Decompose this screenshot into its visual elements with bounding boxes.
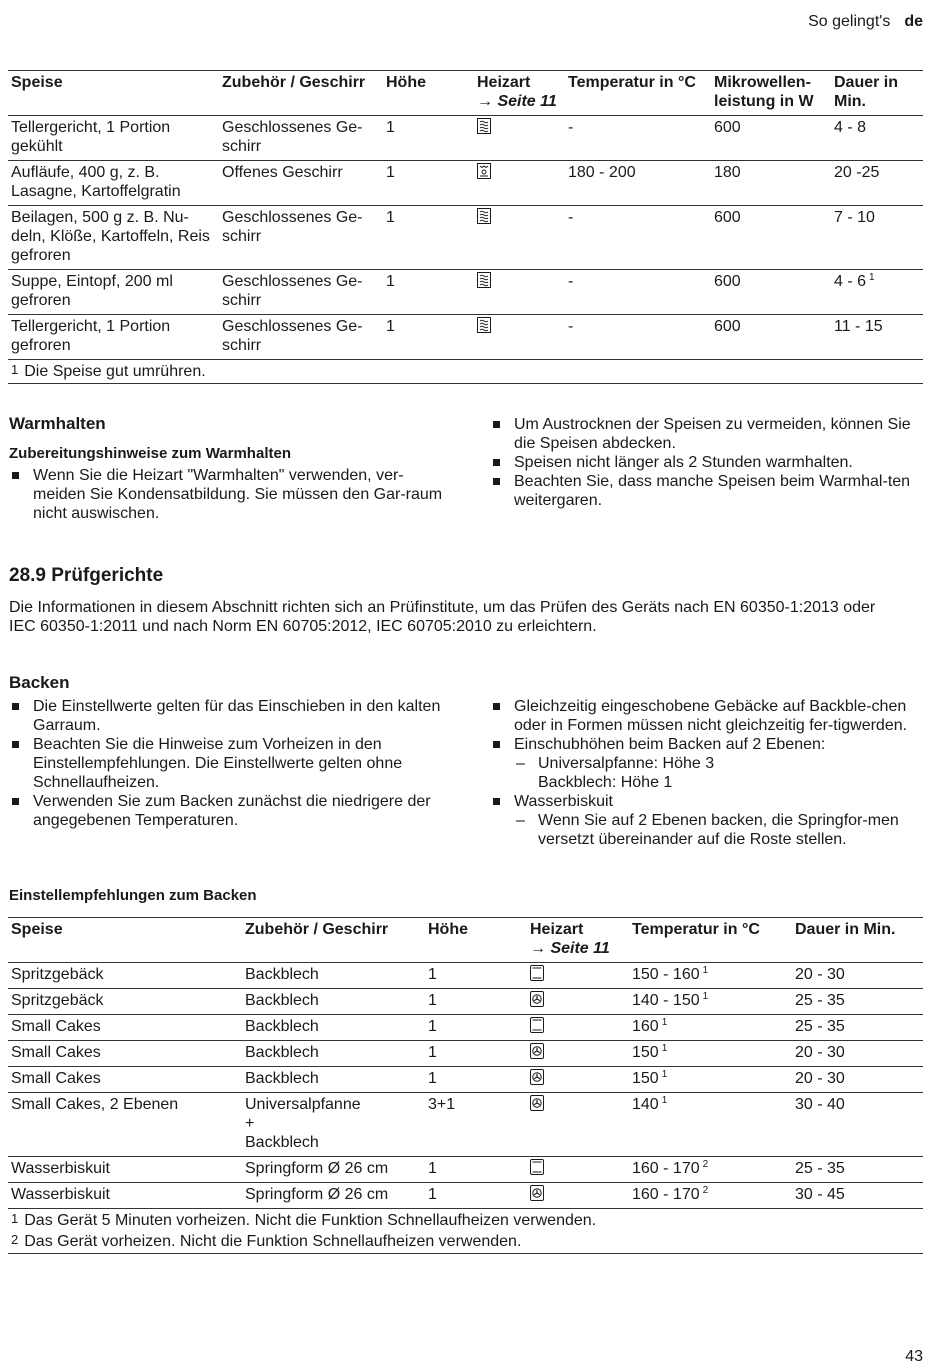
cell-zubehoer: Backblech xyxy=(245,1070,319,1087)
cell-zubehoer: Backblech xyxy=(245,1044,319,1061)
cell-zubehoer: Backblech xyxy=(245,966,319,983)
temp-value: 160 xyxy=(632,1018,659,1035)
col-header-zubehoer: Zubehör / Geschirr xyxy=(245,921,389,938)
cell-temp xyxy=(629,1041,792,1067)
cell-dauer: 25 - 35 xyxy=(795,1018,845,1035)
baking-table xyxy=(8,917,923,1254)
table-row xyxy=(8,963,923,989)
table-row xyxy=(8,1093,923,1157)
backen-list-left xyxy=(9,697,449,830)
cell-heizart xyxy=(474,270,565,315)
table-header-row xyxy=(8,71,923,116)
footnote-text: Die Speise gut umrühren. xyxy=(24,363,206,380)
footnote-ref: 1 xyxy=(661,1017,668,1028)
dauer-value: 20 -25 xyxy=(834,164,880,181)
cell-hoehe: 1 xyxy=(428,1186,437,1203)
list-item: Einschubhöhen beim Backen auf 2 Ebenen: – Universalpfanne: Höhe 3 Backblech: Höhe 1 xyxy=(490,735,915,792)
cell-zubehoer: Offenes Geschirr xyxy=(222,164,343,181)
table-row xyxy=(8,1067,923,1093)
microwave-icon xyxy=(477,318,491,335)
footnote-ref: 1 xyxy=(702,965,709,976)
hot-air-icon xyxy=(530,1186,544,1203)
cell-temp xyxy=(629,989,792,1015)
footnote-number: 1 xyxy=(11,1211,19,1226)
cell-mw: 600 xyxy=(714,119,741,136)
cell-speise: Wasserbiskuit xyxy=(11,1160,110,1177)
table-row xyxy=(8,206,923,270)
cell-heizart xyxy=(474,206,565,270)
table-row xyxy=(8,1041,923,1067)
col-header-hoehe: Höhe xyxy=(386,74,426,91)
microwave-icon xyxy=(477,273,491,290)
col-header-dauer: Dauer in Min. xyxy=(795,921,896,938)
footnote-text: Das Gerät vorheizen. Nicht die Funktion Schnellaufheizen verwenden. xyxy=(24,1233,522,1250)
temp-value: 140 xyxy=(632,1096,659,1113)
page-number: 43 xyxy=(905,1348,923,1365)
warmhalten-list-right xyxy=(490,415,930,510)
cell-speise: Suppe, Eintopf, 200 ml gefroren xyxy=(11,273,173,309)
list-item: Wenn Sie die Heizart "Warmhalten" verwenden, ver-meiden Sie Kondensatbildung. Sie müssen den Gar-raum nicht auswischen. xyxy=(9,466,449,523)
cell-hoehe: 1 xyxy=(386,164,395,181)
cell-speise: Tellergericht, 1 Portion gefroren xyxy=(11,318,171,354)
cell-hoehe: 1 xyxy=(386,318,395,335)
col-header-hoehe: Höhe xyxy=(428,921,468,938)
table-footnote-row xyxy=(8,360,923,384)
cell-hoehe: 3+1 xyxy=(428,1096,456,1113)
sub-list-item: – Universalpfanne: Höhe 3 Backblech: Höhe 1 xyxy=(514,754,915,792)
table-footnote-row xyxy=(8,1209,923,1254)
cell-temp: - xyxy=(568,273,574,290)
cell-dauer xyxy=(831,206,923,270)
col-header-heizart xyxy=(527,918,629,963)
temp-value: 150 xyxy=(632,1044,659,1061)
cell-speise: Tellergericht, 1 Portion gekühlt xyxy=(11,119,171,155)
footnote-line xyxy=(11,1230,920,1251)
footnote-number: 1 xyxy=(11,362,19,377)
list-item: Die Einstellwerte gelten für das Einschieben in den kalten Garraum. xyxy=(9,697,449,735)
header-lang: de xyxy=(904,13,923,30)
section-title-warmhalten: Warmhalten xyxy=(9,414,106,433)
cell-dauer: 20 - 30 xyxy=(795,1044,845,1061)
table-row xyxy=(8,270,923,315)
heizart-label: Heizart xyxy=(477,74,531,91)
cell-speise: Small Cakes, 2 Ebenen xyxy=(11,1096,179,1113)
cell-dauer: 30 - 45 xyxy=(795,1186,845,1203)
cell-hoehe: 1 xyxy=(428,1160,437,1177)
cell-dauer: 25 - 35 xyxy=(795,1160,845,1177)
cell-dauer xyxy=(831,270,923,315)
cell-heizart xyxy=(474,315,565,360)
cell-speise: Small Cakes xyxy=(11,1070,101,1087)
cell-hoehe: 1 xyxy=(428,966,437,983)
list-item: Gleichzeitig eingeschobene Gebäcke auf Backble-chen oder in Formen müssen nicht gleichzeitig fer-tigwerden. xyxy=(490,697,915,735)
cell-heizart xyxy=(527,989,629,1015)
cell-zubehoer: Backblech xyxy=(245,1018,319,1035)
col-header-zubehoer: Zubehör / Geschirr xyxy=(222,74,366,91)
cell-speise: Aufläufe, 400 g, z. B. Lasagne, Kartoffelgratin xyxy=(11,164,181,200)
list-item: Wasserbiskuit – Wenn Sie auf 2 Ebenen backen, die Springfor-men versetzt übereinander auf die Roste stellen. xyxy=(490,792,915,849)
cell-heizart xyxy=(527,1183,629,1209)
col-header-temp: Temperatur in °C xyxy=(632,921,760,938)
cell-mw: 600 xyxy=(714,209,741,226)
cell-zubehoer: Springform Ø 26 cm xyxy=(245,1160,389,1177)
table-header-row xyxy=(8,918,923,963)
cell-hoehe: 1 xyxy=(386,273,395,290)
footnote-ref: 1 xyxy=(661,1043,668,1054)
list-item: Verwenden Sie zum Backen zunächst die niedrigere der angegebenen Temperaturen. xyxy=(9,792,449,830)
cell-heizart xyxy=(474,161,565,206)
temp-value: 150 - 160 xyxy=(632,966,700,983)
warmhalten-list-left xyxy=(9,466,449,523)
cell-temp: - xyxy=(568,318,574,335)
cell-zubehoer: Universalpfanne + Backblech xyxy=(245,1096,361,1151)
table-row xyxy=(8,1183,923,1209)
sub-list xyxy=(514,811,915,849)
footnote-ref: 1 xyxy=(869,272,875,283)
cell-mw: 600 xyxy=(714,273,741,290)
list-item: Beachten Sie die Hinweise zum Vorheizen in den Einstellempfehlungen. Die Einstellwerte gelten ohne Schnellaufheizen. xyxy=(9,735,449,792)
cell-temp xyxy=(629,963,792,989)
cell-hoehe: 1 xyxy=(428,1070,437,1087)
hot-air-icon xyxy=(530,992,544,1009)
heizart-label: Heizart xyxy=(530,921,584,938)
cell-temp xyxy=(629,1183,792,1209)
table-row xyxy=(8,1157,923,1183)
cell-heizart xyxy=(527,1093,629,1157)
cell-dauer: 20 - 30 xyxy=(795,1070,845,1087)
top-bottom-heat-icon xyxy=(530,966,544,983)
cell-temp: 180 - 200 xyxy=(568,164,636,181)
list-item: Speisen nicht länger als 2 Stunden warmhalten. xyxy=(490,453,930,472)
dauer-value: 11 - 15 xyxy=(834,318,883,335)
cell-dauer: 30 - 40 xyxy=(795,1096,845,1113)
cell-temp xyxy=(629,1015,792,1041)
table-title-backen: Einstellempfehlungen zum Backen xyxy=(9,887,257,904)
backen-list-right xyxy=(490,697,915,849)
cell-dauer xyxy=(831,315,923,360)
col-header-heizart xyxy=(474,71,565,116)
cell-temp xyxy=(629,1157,792,1183)
cell-dauer: 25 - 35 xyxy=(795,992,845,1009)
dauer-value: 7 - 10 xyxy=(834,209,875,226)
cell-dauer xyxy=(831,161,923,206)
cell-speise: Spritzgebäck xyxy=(11,992,104,1009)
list-item: Um Austrocknen der Speisen zu vermeiden, können Sie die Speisen abdecken. xyxy=(490,415,930,453)
hot-air-icon xyxy=(530,1096,544,1113)
footnote-ref: 1 xyxy=(661,1069,668,1080)
col-header-mw: Mikrowellen-leistung in W xyxy=(714,74,814,110)
top-bottom-heat-icon xyxy=(530,1160,544,1177)
subsection-title-warmhalten: Zubereitungshinweise zum Warmhalten xyxy=(9,445,291,462)
footnote-ref: 2 xyxy=(702,1159,709,1170)
cell-zubehoer: Springform Ø 26 cm xyxy=(245,1186,389,1203)
page-ref-link[interactable]: → Seite 11 xyxy=(530,940,610,957)
cell-speise: Spritzgebäck xyxy=(11,966,104,983)
cell-speise: Small Cakes xyxy=(11,1044,101,1061)
hot-air-icon xyxy=(530,1070,544,1087)
footnote-line xyxy=(11,1209,920,1230)
cell-temp: - xyxy=(568,119,574,136)
cell-zubehoer: Geschlossenes Ge-schirr xyxy=(222,318,363,354)
cell-heizart xyxy=(527,1157,629,1183)
cell-dauer xyxy=(831,116,923,161)
cell-hoehe: 1 xyxy=(428,992,437,1009)
cell-speise: Small Cakes xyxy=(11,1018,101,1035)
table-row xyxy=(8,315,923,360)
cell-mw: 180 xyxy=(714,164,741,181)
hot-air-icon xyxy=(530,1044,544,1061)
cell-temp xyxy=(629,1093,792,1157)
list-item: Beachten Sie, dass manche Speisen beim Warmhal-ten weitergaren. xyxy=(490,472,930,510)
col-header-speise: Speise xyxy=(11,74,63,91)
sub-list xyxy=(514,754,915,792)
dauer-value: 4 - 8 xyxy=(834,119,867,136)
section-title-backen: Backen xyxy=(9,673,70,692)
temp-value: 160 - 170 xyxy=(632,1160,700,1177)
microwave-icon xyxy=(477,209,491,226)
cell-temp xyxy=(629,1067,792,1093)
col-header-dauer: Dauer in Min. xyxy=(834,74,899,110)
temp-value: 160 - 170 xyxy=(632,1186,700,1203)
header-title: So gelingt's xyxy=(808,13,891,30)
microwave-icon xyxy=(477,119,491,136)
cell-hoehe: 1 xyxy=(428,1044,437,1061)
cell-heizart xyxy=(474,116,565,161)
combi-grill-icon xyxy=(477,164,491,181)
cell-zubehoer: Geschlossenes Ge-schirr xyxy=(222,209,363,245)
footnote-ref: 1 xyxy=(702,991,709,1002)
cell-speise: Beilagen, 500 g z. B. Nu-deln, Klöße, Kartoffeln, Reis gefroren xyxy=(11,209,210,264)
temp-value: 140 - 150 xyxy=(632,992,700,1009)
footnote-ref: 1 xyxy=(661,1095,668,1106)
intro-paragraph: Die Informationen in diesem Abschnitt richten sich an Prüfinstitute, um das Prüfen des Geräts nach EN 60350-1:2013 oder IEC 60350-1:2011 und nach Norm EN 60705:2012, IEC 60705:2010 zu erleichtern. xyxy=(9,599,876,635)
temp-value: 150 xyxy=(632,1070,659,1087)
cell-hoehe: 1 xyxy=(386,119,395,136)
chapter-title: 28.9 Prüfgerichte xyxy=(9,565,164,586)
running-header xyxy=(808,12,923,31)
table-row xyxy=(8,989,923,1015)
cell-zubehoer: Backblech xyxy=(245,992,319,1009)
cell-zubehoer: Geschlossenes Ge-schirr xyxy=(222,273,363,309)
table-row xyxy=(8,161,923,206)
footnote-ref: 2 xyxy=(702,1185,709,1196)
cell-temp: - xyxy=(568,209,574,226)
cell-zubehoer: Geschlossenes Ge-schirr xyxy=(222,119,363,155)
col-header-speise: Speise xyxy=(11,921,63,938)
sub-list-item: – Wenn Sie auf 2 Ebenen backen, die Springfor-men versetzt übereinander auf die Roste stellen. xyxy=(514,811,915,849)
cell-heizart xyxy=(527,1015,629,1041)
top-bottom-heat-icon xyxy=(530,1018,544,1035)
table-row xyxy=(8,1015,923,1041)
cell-speise: Wasserbiskuit xyxy=(11,1186,110,1203)
page-ref-link[interactable]: → Seite 11 xyxy=(477,93,557,110)
cell-mw: 600 xyxy=(714,318,741,335)
cell-heizart xyxy=(527,1041,629,1067)
cell-hoehe: 1 xyxy=(386,209,395,226)
cell-hoehe: 1 xyxy=(428,1018,437,1035)
footnote-number: 2 xyxy=(11,1232,19,1247)
reheat-table xyxy=(8,70,923,384)
cell-dauer: 20 - 30 xyxy=(795,966,845,983)
col-header-temp: Temperatur in °C xyxy=(568,74,696,91)
dauer-value: 4 - 6 xyxy=(834,273,867,290)
cell-heizart xyxy=(527,963,629,989)
footnote-text: Das Gerät 5 Minuten vorheizen. Nicht die Funktion Schnellaufheizen verwenden. xyxy=(24,1212,597,1229)
table-row xyxy=(8,116,923,161)
cell-heizart xyxy=(527,1067,629,1093)
